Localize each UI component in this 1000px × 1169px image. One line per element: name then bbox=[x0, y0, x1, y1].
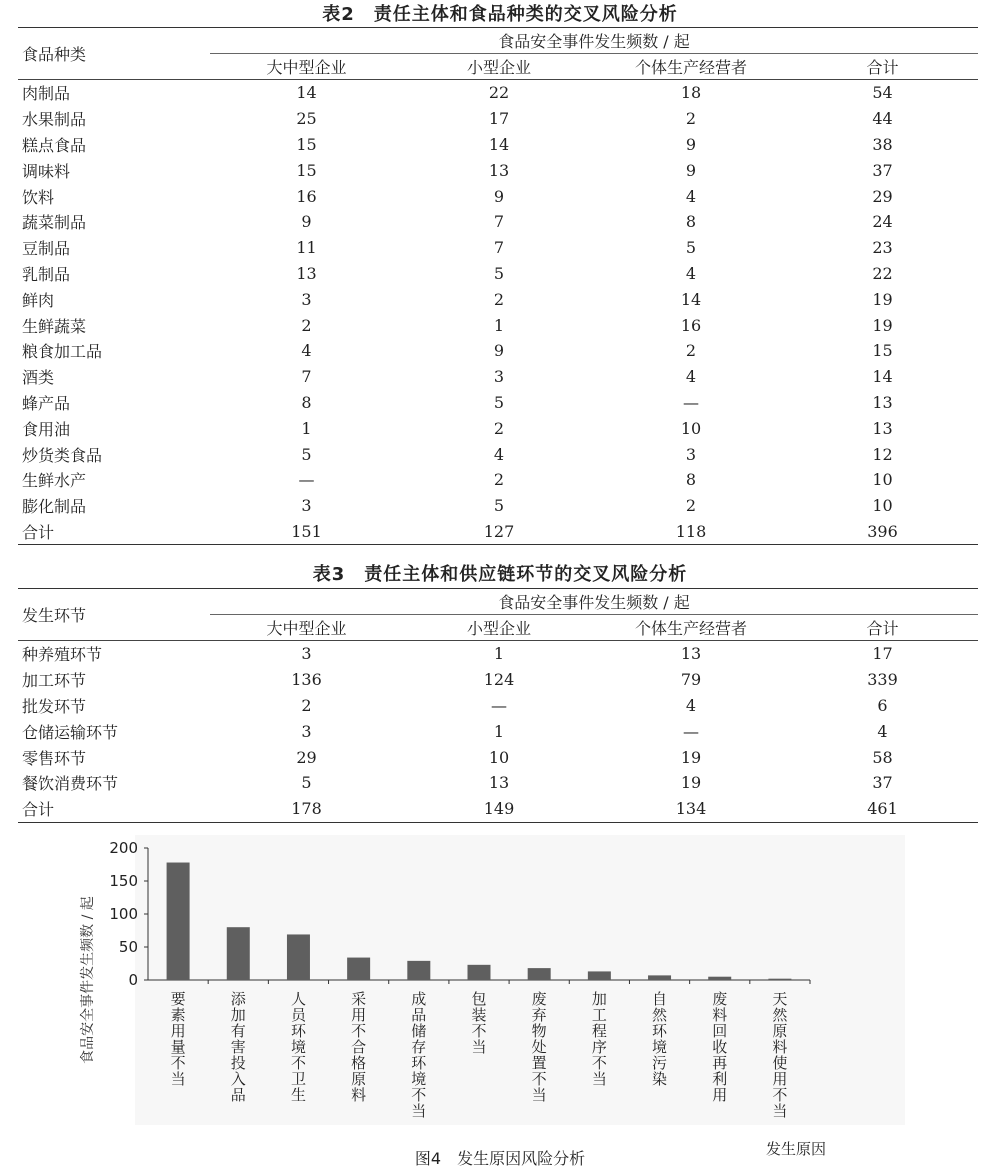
x-tick-label: 加工程序不当 bbox=[591, 990, 607, 1088]
table-cell: 4 bbox=[493, 444, 505, 464]
row-label: 豆制品 bbox=[22, 239, 71, 259]
table-row bbox=[18, 693, 978, 719]
table-cell: 4 bbox=[685, 695, 697, 715]
table-cell: 22 bbox=[488, 83, 510, 103]
bar bbox=[708, 977, 731, 980]
table-cell: 2 bbox=[685, 341, 697, 361]
table-cell: 9 bbox=[493, 341, 505, 361]
x-tick-label: 废料回收再利用 bbox=[712, 990, 728, 1104]
table-cell: 4 bbox=[685, 367, 697, 387]
table-cell: 5 bbox=[685, 238, 697, 258]
table-cell: 13 bbox=[872, 392, 893, 412]
x-tick-label: 要素用量不当 bbox=[170, 990, 186, 1088]
table-cell: 2 bbox=[301, 315, 312, 335]
row-label: 调味料 bbox=[22, 161, 71, 181]
table-cell: 4 bbox=[877, 721, 888, 741]
table-cell: 3 bbox=[301, 721, 312, 741]
table-cell: 14 bbox=[872, 367, 893, 387]
table-cell: 8 bbox=[685, 212, 697, 232]
table3-col-header: 大中型企业 bbox=[210, 615, 403, 641]
table3-col-header: 小型企业 bbox=[403, 615, 595, 641]
table-cell: 7 bbox=[301, 367, 312, 387]
table-cell: 124 bbox=[483, 670, 515, 690]
row-label: 种养殖环节 bbox=[22, 645, 103, 665]
table-cell: 54 bbox=[872, 83, 893, 103]
table-cell: — bbox=[491, 695, 507, 715]
bar bbox=[528, 968, 551, 980]
table-cell: 2 bbox=[685, 109, 697, 129]
row-label: 蔬菜制品 bbox=[22, 213, 87, 233]
table-cell: 19 bbox=[872, 289, 893, 309]
table3-col-header: 合计 bbox=[787, 615, 978, 641]
cause-risk-bar-chart bbox=[70, 830, 910, 1130]
x-tick-label: 天然原料使用不当 bbox=[772, 990, 788, 1120]
table-cell: 10 bbox=[872, 496, 893, 516]
table-row bbox=[18, 209, 978, 235]
table-cell: 5 bbox=[493, 496, 505, 516]
table-cell: 127 bbox=[403, 519, 595, 545]
table-cell: 10 bbox=[872, 470, 893, 490]
x-tick-label: 添加有害投入品 bbox=[230, 990, 246, 1104]
x-tick-label: 包装不当 bbox=[471, 990, 487, 1056]
table-row bbox=[18, 441, 978, 467]
row-label: 鲜肉 bbox=[22, 290, 55, 310]
bar bbox=[588, 971, 611, 980]
x-tick-label: 自然环境污染 bbox=[652, 990, 668, 1088]
table2-col-header: 大中型企业 bbox=[210, 54, 403, 80]
table-cell: 4 bbox=[685, 263, 697, 283]
table-row bbox=[18, 390, 978, 416]
table3-body bbox=[18, 641, 978, 823]
table-row bbox=[18, 415, 978, 441]
table-row bbox=[18, 338, 978, 364]
bar bbox=[648, 975, 671, 980]
table3-span-header: 食品安全事件发生频数 / 起 bbox=[210, 589, 978, 615]
table-cell: 16 bbox=[680, 315, 702, 335]
y-axis-label: 食品安全事件发生频数 / 起 bbox=[80, 896, 96, 1064]
table-cell: 15 bbox=[296, 134, 317, 154]
table-cell: 339 bbox=[867, 670, 898, 690]
bar bbox=[167, 863, 190, 980]
table-cell: 13 bbox=[680, 644, 702, 664]
table-cell: 18 bbox=[680, 83, 702, 103]
y-tick-label: 100 bbox=[109, 905, 138, 923]
table-cell: 9 bbox=[685, 160, 697, 180]
row-label: 糕点食品 bbox=[22, 135, 87, 155]
row-label: 乳制品 bbox=[22, 264, 71, 284]
table-row bbox=[18, 667, 978, 693]
table-cell: 13 bbox=[488, 160, 510, 180]
table-cell: 58 bbox=[872, 747, 893, 767]
table-row bbox=[18, 519, 978, 545]
table2-caption: 表2 责任主体和食品种类的交叉风险分析 bbox=[322, 4, 678, 25]
table-cell: 14 bbox=[680, 289, 702, 309]
bar bbox=[347, 958, 370, 980]
table-cell: 14 bbox=[296, 83, 317, 103]
table-cell: 15 bbox=[872, 341, 893, 361]
table-row bbox=[18, 770, 978, 796]
bar bbox=[407, 961, 430, 980]
table-row bbox=[18, 80, 978, 106]
table-cell: — bbox=[683, 392, 699, 412]
table-cell: 461 bbox=[787, 796, 978, 822]
table-cell: 23 bbox=[872, 238, 893, 258]
bar bbox=[287, 934, 310, 980]
table-cell: 4 bbox=[301, 341, 312, 361]
row-label: 肉制品 bbox=[22, 84, 71, 104]
table-cell: 2 bbox=[493, 470, 505, 490]
table-row bbox=[18, 183, 978, 209]
x-tick-label: 采用不合格原料 bbox=[351, 990, 367, 1104]
table-cell: 2 bbox=[301, 695, 312, 715]
table-cell: 8 bbox=[685, 470, 697, 490]
table-cell: 19 bbox=[680, 773, 702, 793]
row-label: 粮食加工品 bbox=[22, 342, 103, 362]
table-row bbox=[18, 312, 978, 338]
row-label: 餐饮消费环节 bbox=[22, 774, 119, 794]
table-row bbox=[18, 235, 978, 261]
table2-row-header: 食品种类 bbox=[18, 28, 210, 80]
table-cell: 5 bbox=[493, 263, 505, 283]
table-cell: 12 bbox=[872, 444, 893, 464]
table-cell: 37 bbox=[872, 160, 893, 180]
table-row bbox=[18, 261, 978, 287]
table3-caption: 表3 责任主体和供应链环节的交叉风险分析 bbox=[312, 564, 688, 585]
table-cell: 19 bbox=[872, 315, 893, 335]
table2-col-header: 小型企业 bbox=[403, 54, 595, 80]
row-label: 生鲜水产 bbox=[22, 471, 87, 491]
row-label: 酒类 bbox=[22, 368, 55, 388]
table-row bbox=[18, 467, 978, 493]
table-row bbox=[18, 106, 978, 132]
table-cell: 17 bbox=[488, 109, 510, 129]
table-cell: 149 bbox=[403, 796, 595, 822]
table-row bbox=[18, 641, 978, 667]
table3 bbox=[18, 588, 978, 823]
table-cell: 4 bbox=[685, 186, 697, 206]
row-label: 饮料 bbox=[22, 187, 55, 207]
table-cell: 29 bbox=[296, 747, 317, 767]
table-cell: 9 bbox=[685, 134, 697, 154]
table-cell: 3 bbox=[493, 367, 505, 387]
table-cell: 8 bbox=[301, 392, 312, 412]
table-cell: 396 bbox=[787, 519, 978, 545]
table-cell: 14 bbox=[488, 134, 510, 154]
table-cell: 3 bbox=[685, 444, 697, 464]
figure4-caption: 图4 发生原因风险分析 bbox=[414, 1149, 586, 1168]
row-label: 食用油 bbox=[22, 419, 71, 439]
table-cell: 1 bbox=[301, 418, 312, 438]
table-row bbox=[18, 157, 978, 183]
table-row bbox=[18, 718, 978, 744]
bar bbox=[468, 965, 491, 980]
table-cell: 22 bbox=[872, 263, 893, 283]
x-tick-label: 废弃物处置不当 bbox=[531, 990, 547, 1104]
table-cell: 3 bbox=[301, 644, 312, 664]
table-row bbox=[18, 493, 978, 519]
table-cell: 1 bbox=[493, 644, 505, 664]
table-cell: 7 bbox=[493, 238, 505, 258]
row-label: 生鲜蔬菜 bbox=[22, 316, 87, 336]
table-cell: 2 bbox=[493, 289, 505, 309]
table-cell: 10 bbox=[680, 418, 702, 438]
table-cell: 24 bbox=[872, 212, 893, 232]
table-cell: 25 bbox=[296, 109, 317, 129]
table-row bbox=[18, 744, 978, 770]
table-cell: 11 bbox=[296, 238, 317, 258]
row-label: 炒货类食品 bbox=[22, 445, 103, 465]
table-cell: 17 bbox=[872, 644, 893, 664]
row-label: 合计 bbox=[18, 519, 210, 545]
table-cell: 151 bbox=[210, 519, 403, 545]
bar bbox=[768, 979, 791, 980]
table-cell: 3 bbox=[301, 289, 312, 309]
table-cell: 13 bbox=[872, 418, 893, 438]
table-cell: 2 bbox=[685, 496, 697, 516]
table-cell: 13 bbox=[296, 263, 317, 283]
table-cell: 13 bbox=[488, 773, 510, 793]
x-axis-label: 发生原因 bbox=[766, 1140, 827, 1158]
y-tick-label: 200 bbox=[109, 839, 138, 857]
table-cell: 15 bbox=[296, 160, 317, 180]
table-cell: 9 bbox=[493, 186, 505, 206]
table-cell: 3 bbox=[301, 496, 312, 516]
table-cell: 38 bbox=[872, 134, 893, 154]
table-row bbox=[18, 286, 978, 312]
row-label: 水果制品 bbox=[22, 110, 87, 130]
table-cell: 29 bbox=[872, 186, 893, 206]
table2 bbox=[18, 27, 978, 545]
table-cell: 37 bbox=[872, 773, 893, 793]
table3-row-header: 发生环节 bbox=[18, 589, 210, 641]
x-tick-label: 成品储存环境不当 bbox=[411, 990, 427, 1120]
table-cell: 1 bbox=[493, 721, 505, 741]
row-label: 加工环节 bbox=[22, 671, 87, 691]
row-label: 膨化制品 bbox=[22, 497, 87, 517]
table-row bbox=[18, 364, 978, 390]
table-cell: 44 bbox=[872, 109, 893, 129]
row-label: 零售环节 bbox=[22, 748, 87, 768]
table2-body bbox=[18, 80, 978, 545]
row-label: 合计 bbox=[18, 796, 210, 822]
y-tick-label: 150 bbox=[109, 872, 138, 890]
table-cell: 1 bbox=[493, 315, 505, 335]
table-cell: 118 bbox=[595, 519, 787, 545]
table-cell: 5 bbox=[493, 392, 505, 412]
table-cell: 2 bbox=[493, 418, 505, 438]
y-tick-label: 0 bbox=[128, 971, 138, 989]
table-cell: 136 bbox=[291, 670, 322, 690]
table-cell: 134 bbox=[595, 796, 787, 822]
table-row bbox=[18, 132, 978, 158]
row-label: 仓储运输环节 bbox=[22, 722, 119, 742]
table-cell: 178 bbox=[210, 796, 403, 822]
table-cell: 5 bbox=[301, 444, 312, 464]
table-cell: 9 bbox=[301, 212, 312, 232]
table-cell: — bbox=[298, 470, 315, 490]
table3-col-header: 个体生产经营者 bbox=[595, 615, 787, 641]
table2-col-header: 合计 bbox=[787, 54, 978, 80]
table-cell: 10 bbox=[488, 747, 510, 767]
row-label: 蜂产品 bbox=[22, 393, 71, 413]
row-label: 批发环节 bbox=[22, 696, 87, 716]
table-cell: 7 bbox=[493, 212, 505, 232]
y-tick-label: 50 bbox=[118, 938, 138, 956]
table2-span-header: 食品安全事件发生频数 / 起 bbox=[210, 28, 978, 54]
table-cell: 19 bbox=[680, 747, 702, 767]
table-cell: 79 bbox=[680, 670, 702, 690]
table-cell: 5 bbox=[301, 773, 312, 793]
table-cell: — bbox=[683, 721, 699, 741]
x-tick-label: 人员环境不卫生 bbox=[290, 990, 306, 1104]
table-cell: 6 bbox=[877, 695, 888, 715]
table-cell: 16 bbox=[296, 186, 317, 206]
table2-col-header: 个体生产经营者 bbox=[595, 54, 787, 80]
bar bbox=[227, 927, 250, 980]
table-row bbox=[18, 796, 978, 822]
